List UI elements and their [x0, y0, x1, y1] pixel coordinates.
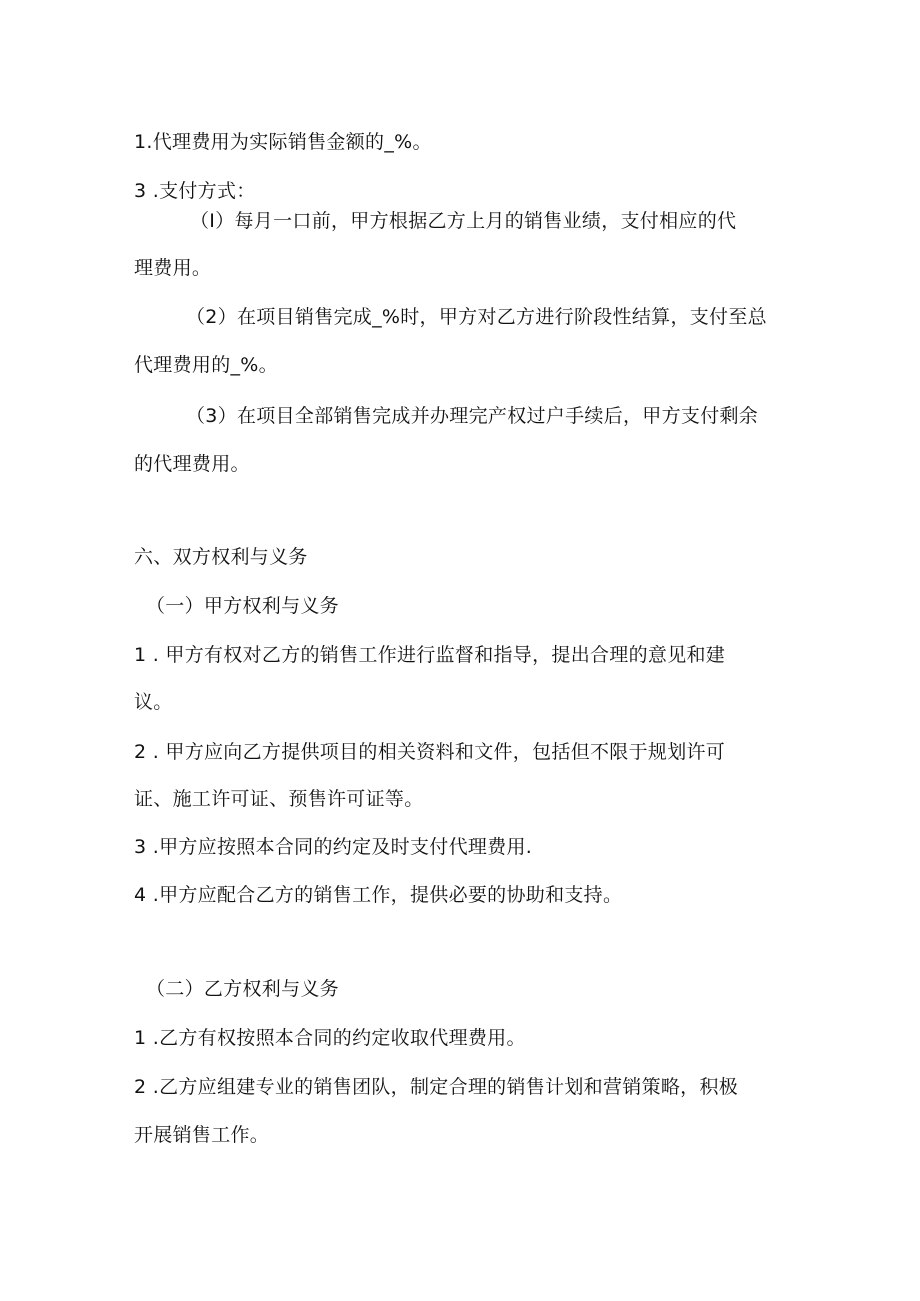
payment-item-2: （2）在项目销售完成_%时，甲方对乙方进行阶段性结算，支付至总: [186, 306, 767, 328]
payment-item-1: （I）每月一口前，甲方根据乙方上月的销售业绩，支付相应的代: [190, 210, 737, 232]
fee-rate-clause: 1.代理费用为实际销售金额的_%。: [134, 131, 432, 153]
section-title: 六、双方权利与义务: [134, 546, 308, 568]
payment-heading: 3 .支付方式：: [134, 180, 256, 202]
payment-item-3: （3）在项目全部销售完成并办理完产权过户手续后，甲方支付剩余: [186, 405, 759, 427]
party-a-item-1: 1 . 甲方有权对乙方的销售工作进行监督和指导，提出合理的意见和建: [134, 644, 726, 666]
party-a-item-3: 3 .甲方应按照本合同的约定及时支付代理费用.: [134, 836, 533, 858]
party-a-item-1-cont: 议。: [134, 691, 173, 713]
payment-item-2-cont: 代理费用的_%。: [134, 354, 278, 376]
payment-item-3-cont: 的代理费用。: [134, 453, 250, 475]
party-b-item-2-cont: 开展销售工作。: [134, 1124, 270, 1146]
party-b-heading: （二）乙方权利与义务: [146, 978, 340, 1000]
party-a-item-2: 2 . 甲方应向乙方提供项目的相关资料和文件，包括但不限于规划许可: [134, 741, 726, 763]
party-a-item-2-cont: 证、施工许可证、预售许可证等。: [134, 788, 424, 810]
party-a-heading: （一）甲方权利与义务: [146, 595, 340, 617]
party-b-item-2: 2 .乙方应组建专业的销售团队，制定合理的销售计划和营销策略，积极: [134, 1076, 739, 1098]
payment-item-1-cont: 理费用。: [134, 257, 212, 279]
party-a-item-4: 4 .甲方应配合乙方的销售工作，提供必要的协助和支持。: [134, 884, 623, 906]
party-b-item-1: 1 .乙方有权按照本合同的约定收取代理费用。: [134, 1027, 526, 1049]
